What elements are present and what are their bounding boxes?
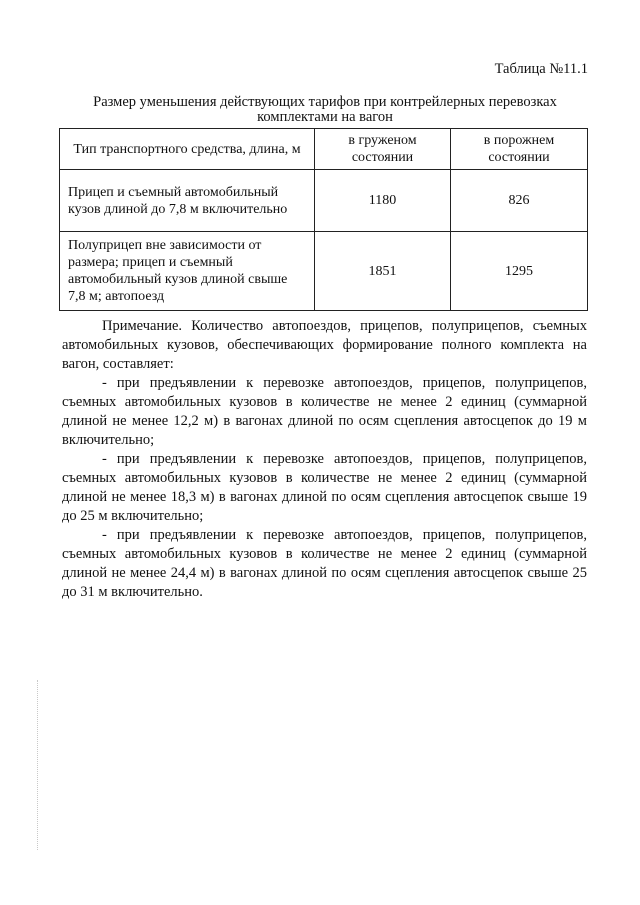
header-loaded: в груженом состоянии (315, 129, 451, 170)
tariff-table (59, 128, 588, 311)
cell-loaded: 1180 (315, 170, 451, 232)
table-number: Таблица №11.1 (494, 61, 588, 77)
note-intro: Примечание. Количество автопоездов, прицепов, полуприцепов, съемных автомобильных кузовов, обеспечивающих формирование полного комплекта на вагон, составляет: (62, 318, 587, 372)
cell-empty: 1295 (451, 232, 588, 311)
note-item: - при предъявлении к перевозке автопоездов, прицепов, полуприцепов, съемных автомобильных кузовов в количестве не менее 2 единиц (суммарной длиной не менее 12,2 м) в вагонах длиной по осям сцепления автосцепок до 19 м включительно; (62, 375, 587, 448)
table-title: Размер уменьшения действующих тарифов при контрейлерных перевозках комплектами на вагон (93, 94, 557, 125)
cell-vehicle-type: Полуприцеп вне зависимости от размера; прицеп и съемный автомобильный кузов длиной свыше 7,8 м; автопоезд (60, 232, 315, 311)
cell-loaded: 1851 (315, 232, 451, 311)
note-item: - при предъявлении к перевозке автопоездов, прицепов, полуприцепов, съемных автомобильных кузовов в количестве не менее 2 единиц (суммарной длиной не менее 18,3 м) в вагонах длиной по осям сцепления автосцепок свыше 19 до 25 м включительно; (62, 451, 587, 524)
header-empty: в порожнем состоянии (451, 129, 588, 170)
cell-empty: 826 (451, 170, 588, 232)
note-item: - при предъявлении к перевозке автопоездов, прицепов, полуприцепов, съемных автомобильных кузовов в количестве не менее 2 единиц (суммарной длиной не менее 24,4 м) в вагонах длиной по осям сцепления автосцепок свыше 25 до 31 м включительно. (62, 527, 587, 600)
table-row (60, 232, 588, 311)
margin-mark (37, 680, 38, 850)
note-block (62, 317, 587, 602)
table-header-row (60, 129, 588, 170)
cell-vehicle-type: Прицеп и съемный автомобильный кузов длиной до 7,8 м включительно (60, 170, 315, 232)
header-vehicle-type: Тип транспортного средства, длина, м (60, 129, 315, 170)
table-row (60, 170, 588, 232)
